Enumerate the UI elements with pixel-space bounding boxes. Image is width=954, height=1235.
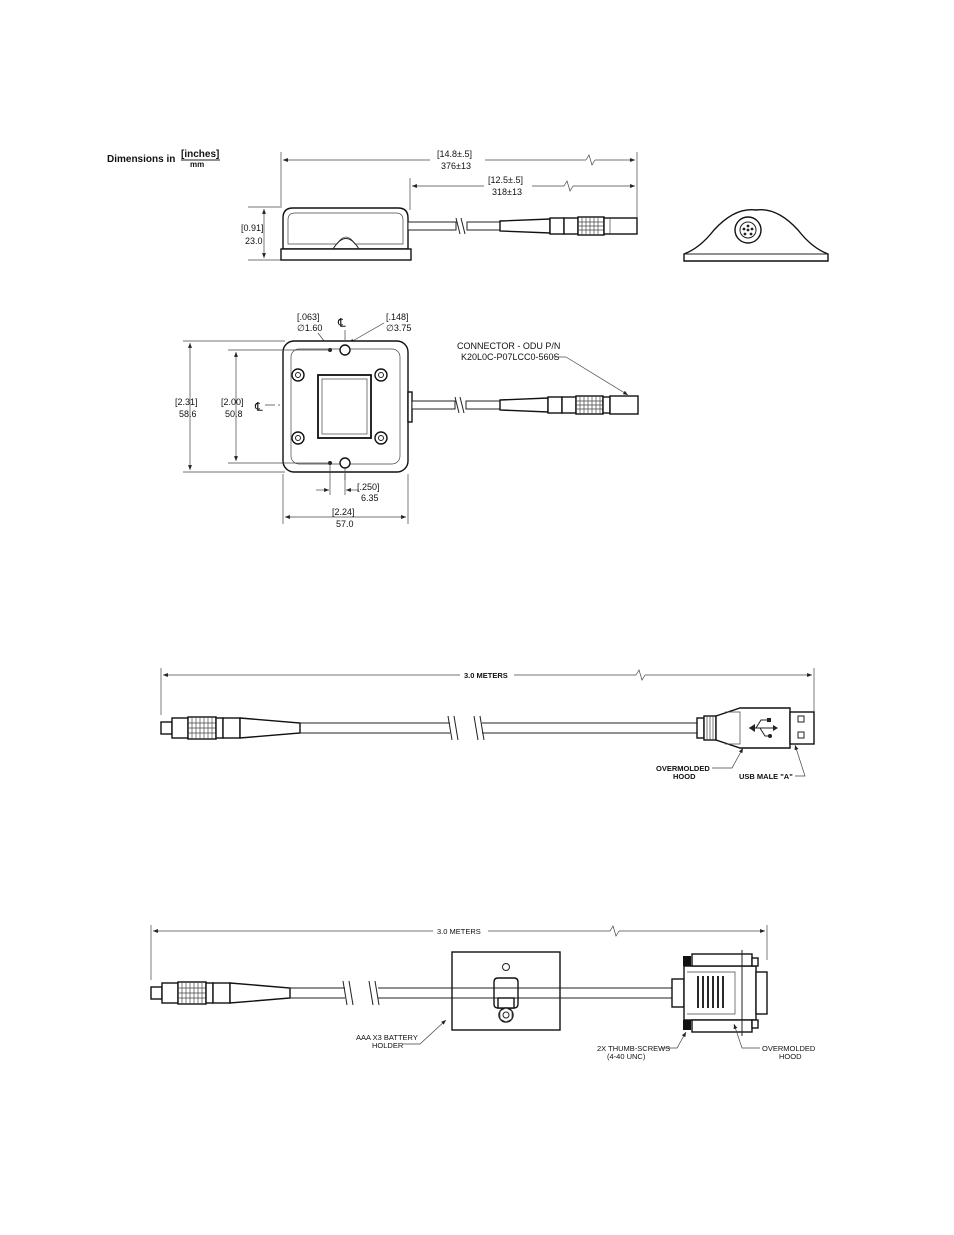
height-outer-mm: 58.6 — [179, 409, 197, 419]
height-outer-in: [2.31] — [175, 397, 198, 407]
usb-male-a-label: USB MALE "A" — [739, 772, 793, 781]
connector-label-line2: K20L0C-P07LCC0-560S — [461, 352, 560, 362]
serial-hood-label-line2: HOOD — [779, 1052, 802, 1061]
side-view — [241, 149, 828, 261]
battery-holder — [452, 952, 560, 1030]
connector-label-line1: CONNECTOR - ODU P/N — [457, 341, 561, 351]
hole1-mm: ∅1.60 — [297, 323, 323, 333]
sensor-cable-side — [408, 217, 637, 235]
serial-hood-label-line1: OVERMOLDED — [762, 1044, 816, 1053]
width-in: [2.24] — [332, 507, 355, 517]
usb-overmolded-hood — [697, 708, 790, 748]
sensor-body-side — [281, 208, 411, 260]
centerline-symbol-left: ℄ — [255, 400, 263, 414]
usb-cable-drawing — [161, 668, 814, 781]
centerline-symbol-top: ℄ — [338, 316, 346, 330]
thumb-screws-label-line2: (4-40 UNC) — [607, 1052, 646, 1061]
cable-length-mm: 318±13 — [492, 187, 522, 197]
sensor-body-top — [283, 341, 412, 472]
total-length-in: [14.8±.5] — [437, 149, 472, 159]
top-view — [175, 312, 638, 529]
dimensions-header — [107, 149, 220, 169]
total-length-mm: 376±13 — [441, 161, 471, 171]
serial-cable-length: 3.0 METERS — [437, 927, 481, 936]
usb-cable-length: 3.0 METERS — [464, 671, 508, 680]
height-mm: 23.0 — [245, 236, 263, 246]
offset-in: [.250] — [357, 482, 380, 492]
thumb-screws-label-line1: 2X THUMB-SCREWS — [597, 1044, 671, 1053]
usb-hood-label-line2: HOOD — [673, 772, 696, 781]
cable-length-in: [12.5±.5] — [488, 175, 523, 185]
hole1-in: [.063] — [297, 312, 320, 322]
sensor-end-view — [684, 210, 828, 261]
battery-holder-label-line2: HOLDER — [372, 1041, 404, 1050]
odu-plug-usb — [161, 717, 300, 739]
unit-inches: [inches] — [181, 149, 220, 160]
height-in: [0.91] — [241, 223, 264, 233]
serial-cable-drawing — [151, 925, 816, 1061]
usb-hood-label-line1: OVERMOLDED — [656, 764, 710, 773]
sensor-cable-top — [412, 396, 638, 414]
db9-connector — [672, 950, 767, 1036]
unit-mm: mm — [190, 160, 205, 169]
battery-holder-label-line1: AAA X3 BATTERY — [356, 1033, 418, 1042]
offset-mm: 6.35 — [361, 493, 379, 503]
width-mm: 57.0 — [336, 519, 354, 529]
odu-plug-serial — [151, 982, 290, 1004]
hole2-in: [.148] — [386, 312, 409, 322]
usb-male-a-plug — [790, 712, 814, 744]
height-inner-in: [2.00] — [221, 397, 244, 407]
height-inner-mm: 50.8 — [225, 409, 243, 419]
dimensions-prefix: Dimensions in — [107, 154, 176, 165]
hole2-mm: ∅3.75 — [386, 323, 412, 333]
